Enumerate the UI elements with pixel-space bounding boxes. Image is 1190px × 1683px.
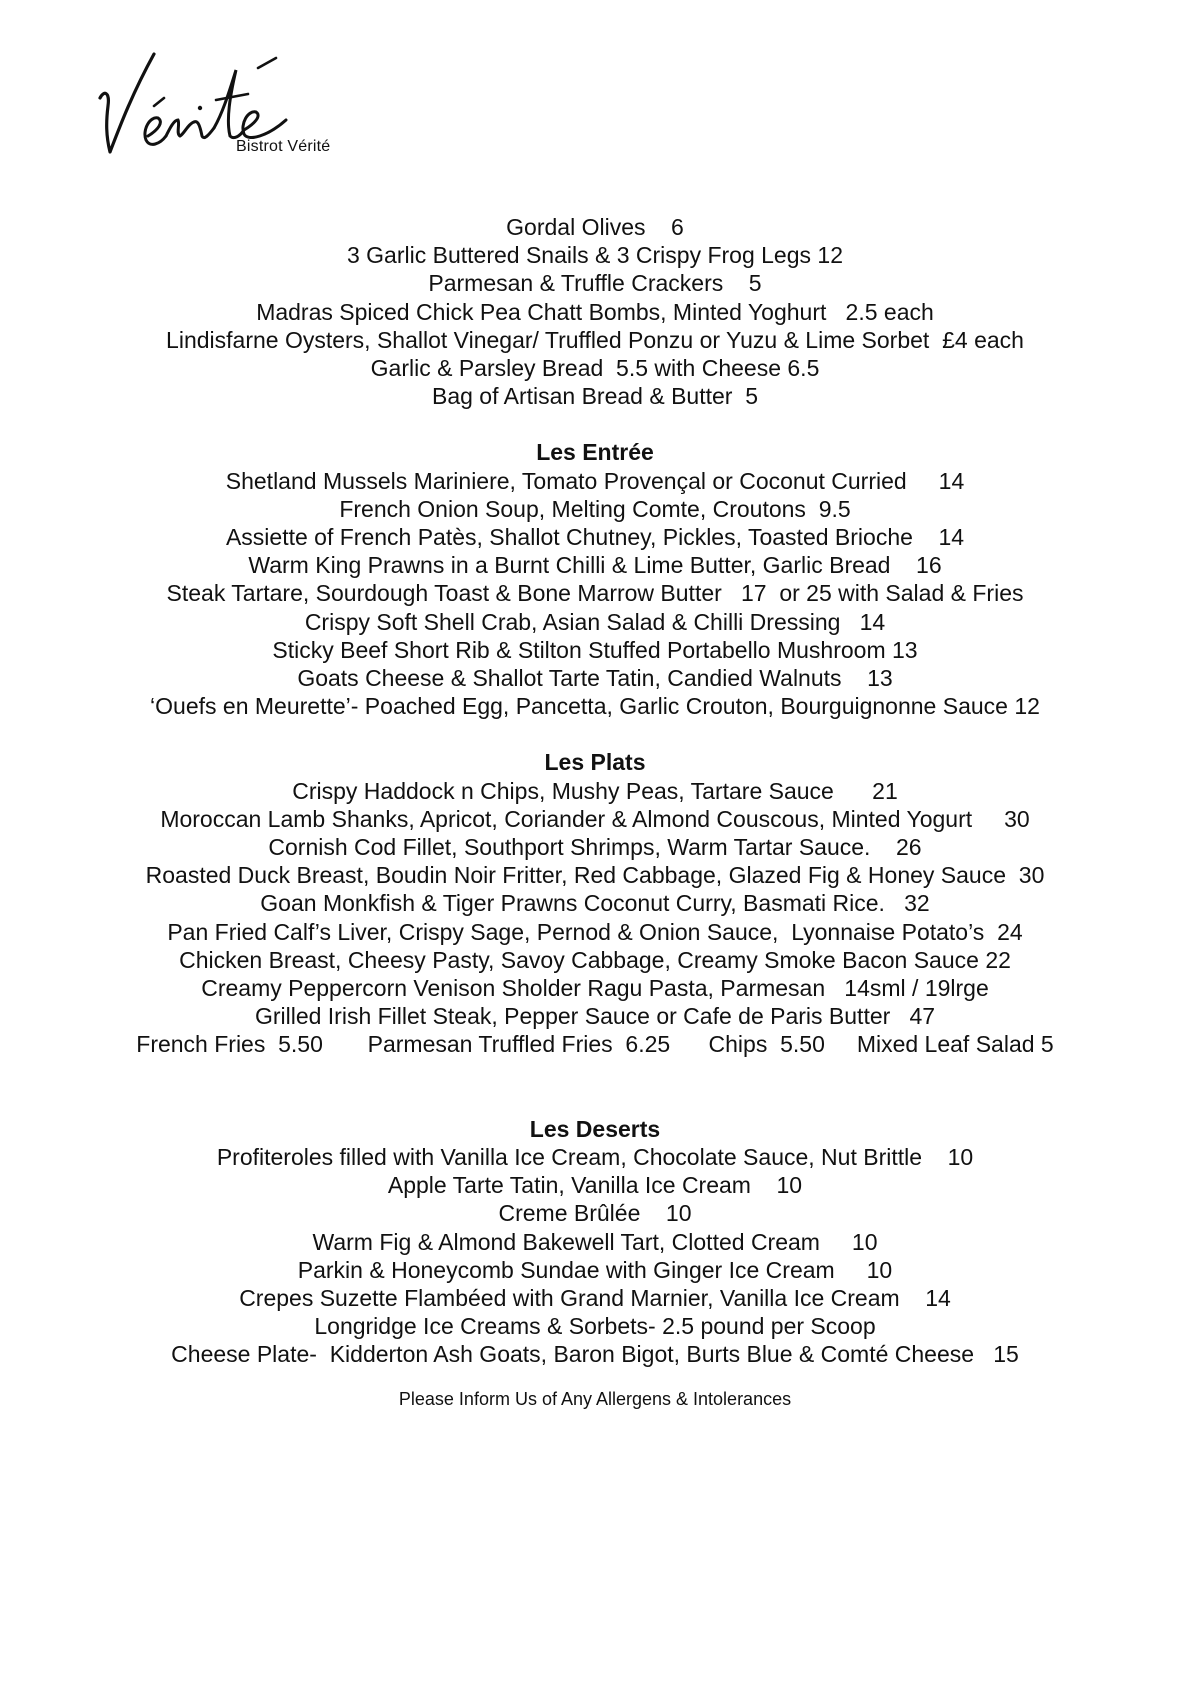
menu-item: Parkin & Honeycomb Sundae with Ginger Ice Cream 10 <box>297 1256 893 1283</box>
section-spacer <box>0 410 1190 438</box>
menu-item: Creamy Peppercorn Venison Sholder Ragu Pasta, Parmesan 14sml / 19lrge <box>201 975 989 1002</box>
menu-item: Longridge Ice Creams & Sorbets- 2.5 pound per Scoop <box>314 1313 876 1340</box>
menu-item: 3 Garlic Buttered Snails & 3 Crispy Frog Legs 12 <box>346 242 843 269</box>
menu-item: Cheese Plate- Kidderton Ash Goats, Baron Bigot, Burts Blue & Comté Cheese 15 <box>171 1341 1019 1368</box>
menu-item: Crispy Haddock n Chips, Mushy Peas, Tartare Sauce 21 <box>292 777 898 804</box>
menu-item: Goan Monkfish & Tiger Prawns Coconut Curry, Basmati Rice. 32 <box>260 890 930 917</box>
menu-item: ‘Ouefs en Meurette’- Poached Egg, Pancetta, Garlic Crouton, Bourguignonne Sauce 12 <box>150 693 1040 720</box>
menu-item: Creme Brûlée 10 <box>498 1200 692 1227</box>
plats-section <box>0 748 1190 1058</box>
menu-item: Madras Spiced Chick Pea Chatt Bombs, Minted Yoghurt 2.5 each <box>256 298 934 325</box>
menu-item: Shetland Mussels Mariniere, Tomato Provençal or Coconut Curried 14 <box>225 467 965 494</box>
menu-item: Lindisfarne Oysters, Shallot Vinegar/ Truffled Ponzu or Yuzu & Lime Sorbet £4 each <box>166 326 1024 353</box>
menu-item: Apple Tarte Tatin, Vanilla Ice Cream 10 <box>387 1172 803 1199</box>
starters-section <box>0 213 1190 410</box>
menu-item: Goats Cheese & Shallot Tarte Tatin, Candied Walnuts 13 <box>297 665 893 692</box>
menu-item: Crispy Soft Shell Crab, Asian Salad & Chilli Dressing 14 <box>304 608 886 635</box>
menu-item: Profiteroles filled with Vanilla Ice Cream, Chocolate Sauce, Nut Brittle 10 <box>216 1143 974 1170</box>
menu-item: Roasted Duck Breast, Boudin Noir Fritter, Red Cabbage, Glazed Fig & Honey Sauce 30 <box>145 862 1045 889</box>
menu-item: Assiette of French Patès, Shallot Chutney, Pickles, Toasted Brioche 14 <box>225 524 965 551</box>
menu-item: Garlic & Parsley Bread 5.5 with Cheese 6.5 <box>370 355 820 382</box>
menu-item: Warm Fig & Almond Bakewell Tart, Clotted Cream 10 <box>312 1228 878 1255</box>
menu-item: Cornish Cod Fillet, Southport Shrimps, Warm Tartar Sauce. 26 <box>268 834 922 861</box>
menu-item: French Onion Soup, Melting Comte, Croutons 9.5 <box>339 495 851 522</box>
menu-item: Steak Tartare, Sourdough Toast & Bone Marrow Butter 17 or 25 with Salad & Fries <box>166 580 1024 607</box>
brand-logo <box>98 40 358 170</box>
menu-item: Crepes Suzette Flambéed with Grand Marnier, Vanilla Ice Cream 14 <box>239 1284 951 1311</box>
menu-item: Sticky Beef Short Rib & Stilton Stuffed Portabello Mushroom 13 <box>272 636 918 663</box>
menu-body <box>0 213 1190 1411</box>
menu-item: Chicken Breast, Cheesy Pasty, Savoy Cabbage, Creamy Smoke Bacon Sauce 22 <box>179 946 1011 973</box>
section-spacer <box>0 720 1190 748</box>
menu-item: Bag of Artisan Bread & Butter 5 <box>431 383 759 410</box>
menu-item: Gordal Olives 6 <box>506 214 684 240</box>
section-heading-entree: Les Entrée <box>536 439 654 466</box>
menu-item: Warm King Prawns in a Burnt Chilli & Lime Butter, Garlic Bread 16 <box>248 552 942 579</box>
menu-item: Moroccan Lamb Shanks, Apricot, Coriander & Almond Couscous, Minted Yogurt 30 <box>160 805 1030 832</box>
menu-item: Pan Fried Calf’s Liver, Crispy Sage, Pernod & Onion Sauce, Lyonnaise Potato’s 24 <box>167 918 1023 945</box>
logo-subtitle: Bistrot Vérité <box>236 138 331 155</box>
menu-item: Grilled Irish Fillet Steak, Pepper Sauce or Cafe de Paris Butter 47 <box>254 1003 936 1030</box>
sides-line: French Fries 5.50 Parmesan Truffled Fries 6.25 Chips 5.50 Mixed Leaf Salad 5 <box>136 1031 1054 1058</box>
section-heading-deserts: Les Deserts <box>529 1115 661 1142</box>
allergen-notice: Please Inform Us of Any Allergens & Intolerances <box>398 1388 792 1409</box>
entree-section <box>0 438 1190 720</box>
section-heading-plats: Les Plats <box>544 749 646 776</box>
deserts-section <box>0 1115 1190 1369</box>
section-spacer <box>0 1059 1190 1115</box>
menu-item: Parmesan & Truffle Crackers 5 <box>428 270 762 297</box>
